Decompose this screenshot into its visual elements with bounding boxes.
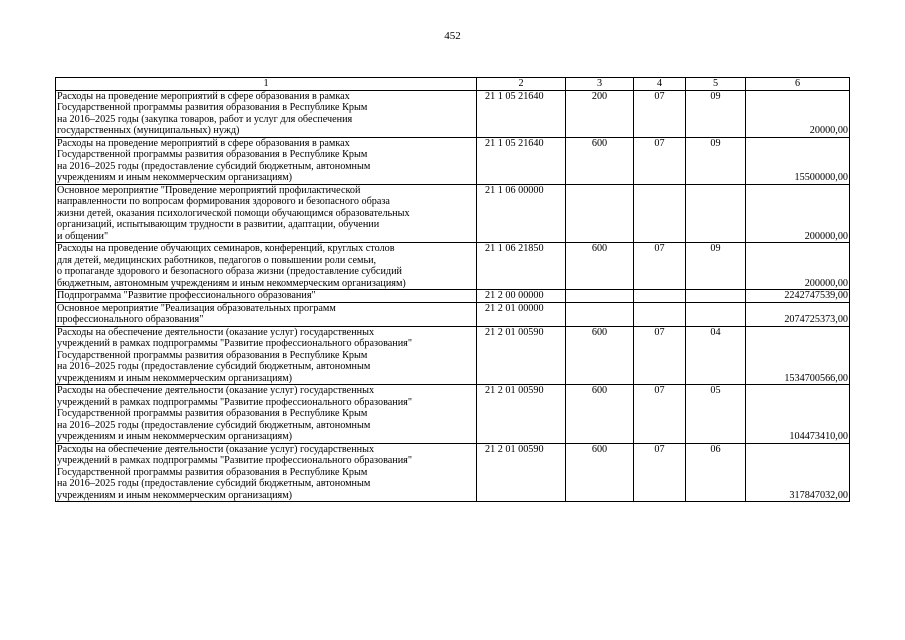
row-col-3: 200 — [566, 90, 634, 137]
table-header-row — [56, 78, 850, 91]
row-col-4 — [634, 302, 686, 326]
row-name: Расходы на проведение мероприятий в сфере образования в рамках Государственной программы развития образования в Республике Крым на 2016–2025 годы (закупка товаров, работ и услуг для обеспечения государственных (муниципальных) нужд) — [56, 90, 477, 137]
row-amount: 2074725373,00 — [746, 302, 850, 326]
row-col-3: 600 — [566, 326, 634, 385]
page-number: 452 — [444, 30, 461, 42]
row-amount: 200000,00 — [746, 243, 850, 290]
row-name: Расходы на проведение обучающих семинаров, конференций, круглых столов для детей, медицинских работников, педагогов о повышении роли семьи, о пропаганде здорового и безопасного образа жизни (предоставление субсидий бюджетным, автономным учреждениям и иным некоммерческим организациям) — [56, 243, 477, 290]
row-col-5: 04 — [686, 326, 746, 385]
row-col-3 — [566, 184, 634, 243]
row-code: 21 2 01 00590 — [477, 385, 566, 444]
row-code: 21 1 05 21640 — [477, 90, 566, 137]
row-col-3: 600 — [566, 137, 634, 184]
row-amount: 1534700566,00 — [746, 326, 850, 385]
row-code: 21 2 01 00590 — [477, 443, 566, 502]
row-amount: 15500000,00 — [746, 137, 850, 184]
row-col-5: 09 — [686, 243, 746, 290]
table-row — [56, 290, 850, 303]
row-name: Расходы на обеспечение деятельности (оказание услуг) государственных учреждений в рамках подпрограммы "Развитие профессионального образования" Государственной программы развития образования в Республике Крым на 2016–2025 годы (предоставление субсидий бюджетным, автономным учреждениям и иным некоммерческим организациям) — [56, 443, 477, 502]
table-row — [56, 443, 850, 502]
table-row — [56, 326, 850, 385]
row-col-5 — [686, 184, 746, 243]
budget-table — [55, 77, 850, 502]
row-code: 21 2 01 00000 — [477, 302, 566, 326]
header-col-6: 6 — [746, 78, 850, 91]
header-col-5: 5 — [686, 78, 746, 91]
row-amount: 20000,00 — [746, 90, 850, 137]
row-code: 21 1 06 21850 — [477, 243, 566, 290]
row-name: Расходы на обеспечение деятельности (оказание услуг) государственных учреждений в рамках подпрограммы "Развитие профессионального образования" Государственной программы развития образования в Республике Крым на 2016–2025 годы (предоставление субсидий бюджетным, автономным учреждениям и иным некоммерческим организациям) — [56, 385, 477, 444]
table-row — [56, 137, 850, 184]
row-col-4: 07 — [634, 90, 686, 137]
header-col-2: 2 — [477, 78, 566, 91]
row-code: 21 2 00 00000 — [477, 290, 566, 303]
row-amount: 104473410,00 — [746, 385, 850, 444]
row-col-5: 09 — [686, 137, 746, 184]
table-row — [56, 302, 850, 326]
table-row — [56, 184, 850, 243]
row-col-4: 07 — [634, 137, 686, 184]
row-col-4: 07 — [634, 326, 686, 385]
row-col-3: 600 — [566, 385, 634, 444]
row-code: 21 1 05 21640 — [477, 137, 566, 184]
row-code: 21 2 01 00590 — [477, 326, 566, 385]
row-col-4: 07 — [634, 243, 686, 290]
row-code: 21 1 06 00000 — [477, 184, 566, 243]
row-col-5: 09 — [686, 90, 746, 137]
row-amount: 2242747539,00 — [746, 290, 850, 303]
table-row — [56, 385, 850, 444]
row-name: Подпрограмма "Развитие профессионального образования" — [56, 290, 477, 303]
row-name: Расходы на обеспечение деятельности (оказание услуг) государственных учреждений в рамках подпрограммы "Развитие профессионального образования" Государственной программы развития образования в Республике Крым на 2016–2025 годы (предоставление субсидий бюджетным, автономным учреждениям и иным некоммерческим организациям) — [56, 326, 477, 385]
row-name: Расходы на проведение мероприятий в сфере образования в рамках Государственной программы развития образования в Республике Крым на 2016–2025 годы (предоставление субсидий бюджетным, автономным учреждениям и иным некоммерческим организациям) — [56, 137, 477, 184]
row-amount: 200000,00 — [746, 184, 850, 243]
row-col-4 — [634, 290, 686, 303]
header-col-3: 3 — [566, 78, 634, 91]
row-name: Основное мероприятие "Реализация образовательных программ профессионального образования" — [56, 302, 477, 326]
row-col-4: 07 — [634, 443, 686, 502]
table-row — [56, 243, 850, 290]
row-col-3 — [566, 290, 634, 303]
row-col-3 — [566, 302, 634, 326]
row-col-5 — [686, 290, 746, 303]
row-col-3: 600 — [566, 443, 634, 502]
row-col-4 — [634, 184, 686, 243]
header-col-4: 4 — [634, 78, 686, 91]
table-row — [56, 90, 850, 137]
row-col-5: 05 — [686, 385, 746, 444]
row-col-4: 07 — [634, 385, 686, 444]
row-col-5: 06 — [686, 443, 746, 502]
row-col-3: 600 — [566, 243, 634, 290]
row-amount: 317847032,00 — [746, 443, 850, 502]
row-col-5 — [686, 302, 746, 326]
header-col-1: 1 — [56, 78, 477, 91]
row-name: Основное мероприятие "Проведение мероприятий профилактической направленности по вопросам формирования здорового и безопасного образа жизни детей, оказания психологической помощи обучающимся образовательных организаций, испытывающим трудности в развитии, адаптации, обучении и общении" — [56, 184, 477, 243]
